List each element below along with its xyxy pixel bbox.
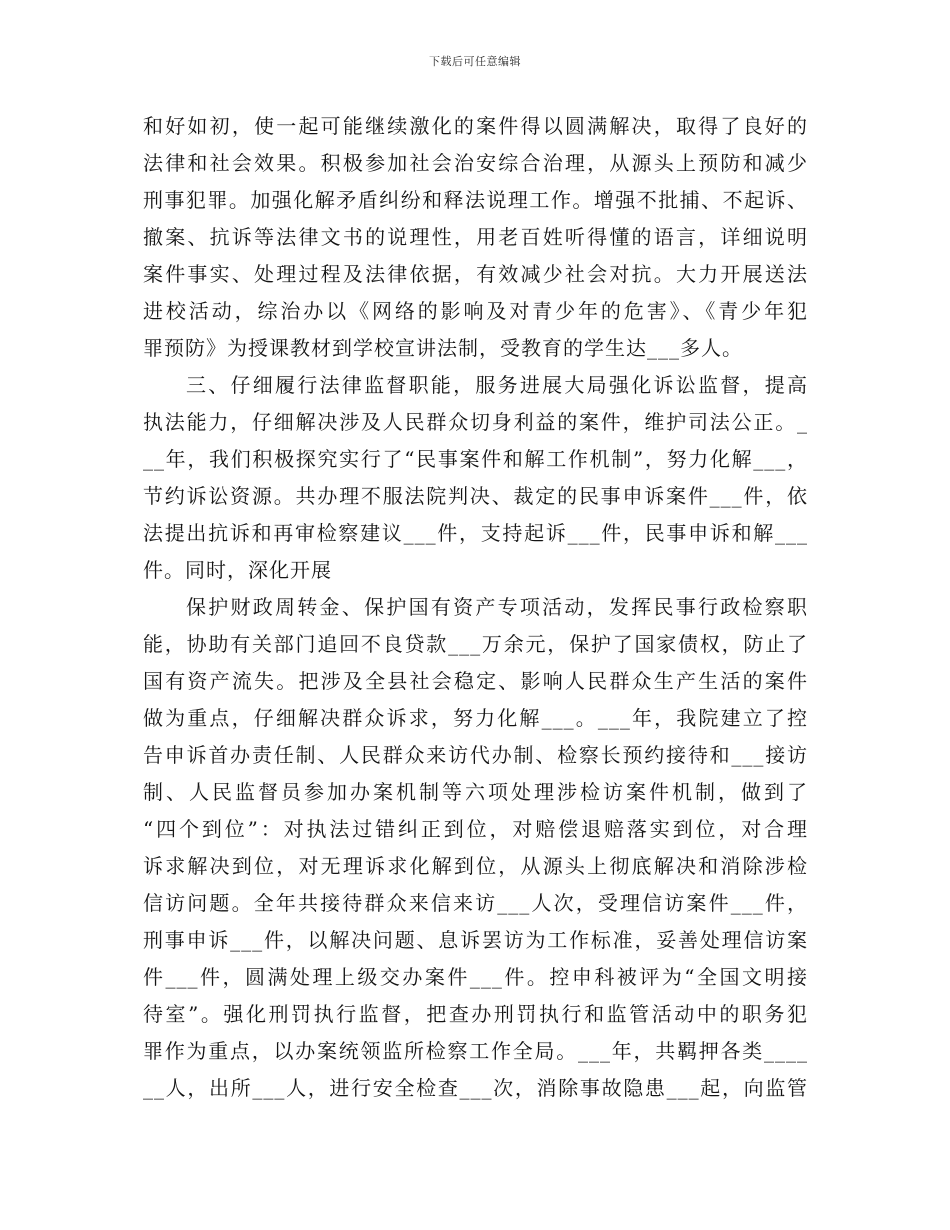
body-line: 诉求解决到位，对无理诉求化解到位，从源头上彻底解决和消除涉检 bbox=[143, 854, 808, 878]
body-line: 三、仔细履行法律监督职能，服务进展大局强化诉讼监督，提高 bbox=[186, 373, 808, 397]
body-line: 节约诉讼资源。共办理不服法院判决、裁定的民事申诉案件___件，依 bbox=[143, 484, 808, 508]
body-line: 国有资产流失。把涉及全县社会稳定、影响人民群众生产生活的案件 bbox=[143, 669, 808, 693]
page-header: 下载后可任意编辑 bbox=[429, 55, 521, 68]
body-line: 罪预防》为授课教材到学校宣讲法制，受教育的学生达___多人。 bbox=[143, 336, 743, 360]
body-line: 能，协助有关部门追回不良贷款___万余元，保护了国家债权，防止了 bbox=[143, 632, 808, 656]
body-line: 做为重点，仔细解决群众诉求，努力化解___。___年，我院建立了控 bbox=[143, 706, 808, 730]
body-line: 制、人民监督员参加办案机制等六项处理涉检访案件机制，做到了 bbox=[143, 780, 808, 804]
body-line: 撤案、抗诉等法律文书的说理性，用老百姓听得懂的语言，详细说明 bbox=[143, 225, 808, 249]
body-line: 法提出抗诉和再审检察建议___件，支持起诉___件，民事申诉和解___ bbox=[143, 521, 808, 545]
document-body bbox=[143, 108, 808, 1107]
body-line: 和好如初，使一起可能继续激化的案件得以圆满解决，取得了良好的 bbox=[143, 114, 808, 138]
body-line: 案件事实、处理过程及法律依据，有效减少社会对抗。大力开展送法 bbox=[143, 262, 808, 286]
body-line: 刑事申诉___件，以解决问题、息诉罢访为工作标准，妥善处理信访案 bbox=[143, 928, 808, 952]
body-line: 执法能力，仔细解决涉及人民群众切身利益的案件，维护司法公正。_ bbox=[143, 410, 808, 434]
body-line: 进校活动，综治办以《网络的影响及对青少年的危害》、《青少年犯 bbox=[143, 299, 808, 323]
body-line: 信访问题。全年共接待群众来信来访___人次，受理信访案件___件， bbox=[143, 891, 808, 915]
body-line: 件___件，圆满处理上级交办案件___件。控申科被评为“全国文明接 bbox=[143, 965, 808, 989]
body-line: __人，出所___人，进行安全检查___次，消除事故隐患___起，向监管 bbox=[143, 1076, 808, 1100]
body-line: “四个到位”：对执法过错纠正到位，对赔偿退赔落实到位，对合理 bbox=[143, 817, 808, 841]
body-line: __年，我们积极探究实行了“民事案件和解工作机制”，努力化解___， bbox=[143, 447, 808, 471]
body-line: 保护财政周转金、保护国有资产专项活动，发挥民事行政检察职 bbox=[186, 595, 808, 619]
body-line: 罪作为重点，以办案统领监所检察工作全局。___年，共羁押各类____ bbox=[143, 1039, 808, 1063]
body-line: 法律和社会效果。积极参加社会治安综合治理，从源头上预防和减少 bbox=[143, 151, 808, 175]
body-line: 待室”。强化刑罚执行监督，把查办刑罚执行和监管活动中的职务犯 bbox=[143, 1002, 808, 1026]
body-line: 告申诉首办责任制、人民群众来访代办制、检察长预约接待和___接访 bbox=[143, 743, 808, 767]
body-line: 刑事犯罪。加强化解矛盾纠纷和释法说理工作。增强不批捕、不起诉、 bbox=[143, 188, 808, 212]
body-line: 件。同时，深化开展 bbox=[143, 558, 332, 582]
